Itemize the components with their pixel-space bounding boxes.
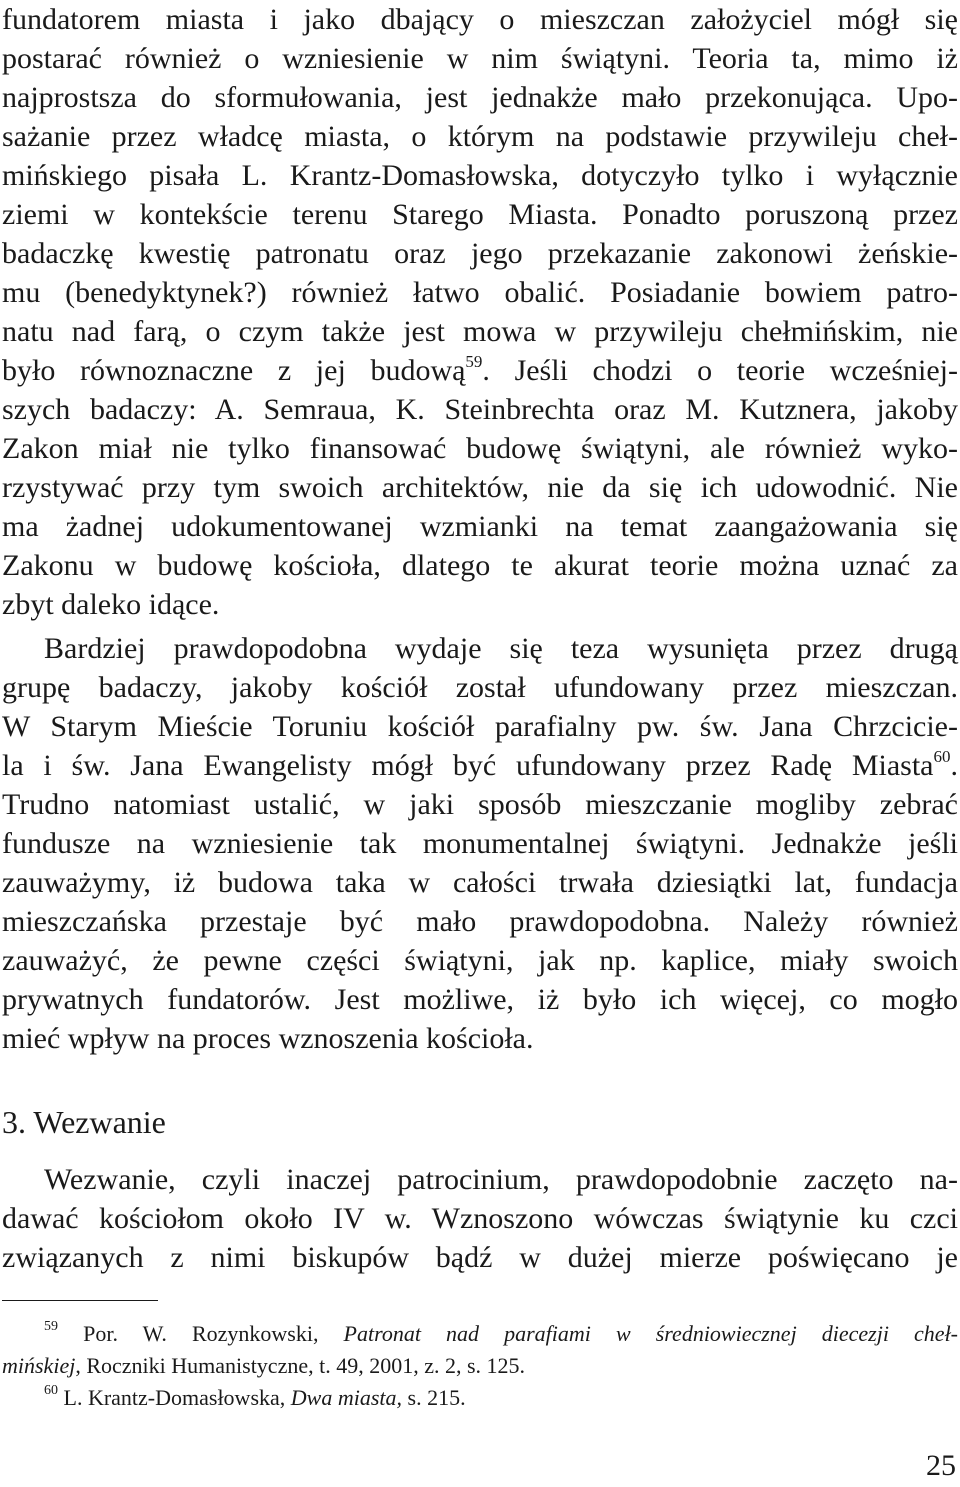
body-line: najprostsza do sformułowania, jest jednakże mało przekonująca. Upo- [2, 81, 958, 114]
body-line: dawać kościołom około IV w. Wznoszono wówczas świątynie ku czci [2, 1202, 958, 1235]
body-line: rzystywać przy tym swoich architektów, nie da się ich udowodnić. Nie [2, 471, 958, 504]
body-line: sażanie przez władcę miasta, o którym na podstawie przywileju cheł- [2, 120, 958, 153]
body-line: badaczkę kwestię patronatu oraz jego przekazanie zakonowi żeńskie- [2, 237, 958, 270]
footnote-title: mińskiej [2, 1353, 76, 1378]
line-text: la i św. Jana Ewangelisty mógł być ufundowany przez Radę Miasta [2, 749, 934, 782]
body-line: Bardziej prawdopodobna wydaje się teza wysunięta przez drugą [44, 632, 958, 665]
body-line: ziemi w kontekście terenu Starego Miasta. Ponadto poruszoną przez [2, 198, 958, 231]
section-heading: 3. Wezwanie [2, 1104, 166, 1140]
body-line: prywatnych fundatorów. Jest możliwe, iż było ich więcej, co mogło [2, 983, 958, 1016]
footnote-59-continued [2, 1350, 525, 1382]
body-line: mu (benedyktynek?) również łatwo obalić. Posiadanie bowiem patro- [2, 276, 958, 309]
body-line: postarać również o wzniesienie w nim świątyni. Teoria ta, mimo iż [2, 42, 958, 75]
footnote-title: Dwa miasta, [290, 1385, 403, 1410]
line-text: było równoznaczne z jej budową [2, 354, 466, 387]
page-number: 25 [926, 1449, 956, 1482]
footnote-text: L. Krantz-Domasłowska, [63, 1385, 291, 1410]
body-line: fundatorem miasta i jako dbający o mieszczan założyciel mógł się [2, 3, 958, 36]
footnote-text: , Roczniki Humanistyczne, t. 49, 2001, z. 2, s. 125. [75, 1353, 526, 1378]
footnote-59 [44, 1318, 958, 1350]
body-line: zbyt daleko idące. [2, 588, 220, 621]
body-line: Wezwanie, czyli inaczej patrocinium, prawdopodobnie zaczęto na- [44, 1163, 958, 1196]
body-line: mińskiego pisała L. Krantz-Domasłowska, dotyczyło tylko i wyłącznie [2, 159, 958, 192]
body-line: natu nad farą, o czym także jest mowa w przywileju chełmińskim, nie [2, 315, 958, 348]
footnote-ref-59[interactable]: 59 [465, 352, 483, 371]
body-line: związanych z nimi biskupów bądź w dużej mierze poświęcano je [2, 1241, 958, 1274]
line-text: . Jeśli chodzi o teorie wcześniej- [482, 354, 958, 387]
footnote-60 [44, 1382, 466, 1414]
body-line [2, 351, 958, 391]
line-text: . [950, 749, 958, 782]
body-line: fundusze na wzniesienie tak monumentalnej świątyni. Jednakże jeśli [2, 827, 958, 860]
footnote-title: Patronat nad parafiami w średniowiecznej diecezji cheł- [343, 1321, 959, 1346]
body-line: Zakon miał nie tylko finansować budowę świątyni, ale również wyko- [2, 432, 958, 465]
body-line: zauważyć, że pewne części świątyni, jak np. kaplice, miały swoich [2, 944, 958, 977]
footnote-number: 59 [44, 1318, 58, 1334]
footnote-separator [2, 1300, 158, 1301]
body-line: grupę badaczy, jakoby kościół został ufundowany przez mieszczan. [2, 671, 958, 704]
body-line: mieszczańska przestaje być mało prawdopodobna. Należy również [2, 905, 958, 938]
footnote-text: Por. W. Rozynkowski, [83, 1321, 344, 1346]
body-line: zauważymy, iż budowa taka w całości trwała dziesiątki lat, fundacja [2, 866, 958, 899]
footnote-text: s. 215. [402, 1385, 466, 1410]
body-line [2, 746, 958, 786]
body-line: W Starym Mieście Toruniu kościół parafialny pw. św. Jana Chrzcicie- [2, 710, 958, 743]
body-line: szych badaczy: A. Semraua, K. Steinbrechta oraz M. Kutznera, jakoby [2, 393, 958, 426]
body-line: Trudno natomiast ustalić, w jaki sposób mieszczanie mogliby zebrać [2, 788, 958, 821]
footnote-number: 60 [44, 1382, 58, 1398]
body-line: Zakonu w budowę kościoła, dlatego te akurat teorie można uznać za [2, 549, 958, 582]
body-line: ma żadnej udokumentowanej wzmianki na temat zaangażowania się [2, 510, 958, 543]
footnote-ref-60[interactable]: 60 [933, 747, 951, 766]
body-line: mieć wpływ na proces wznoszenia kościoła. [2, 1022, 534, 1055]
